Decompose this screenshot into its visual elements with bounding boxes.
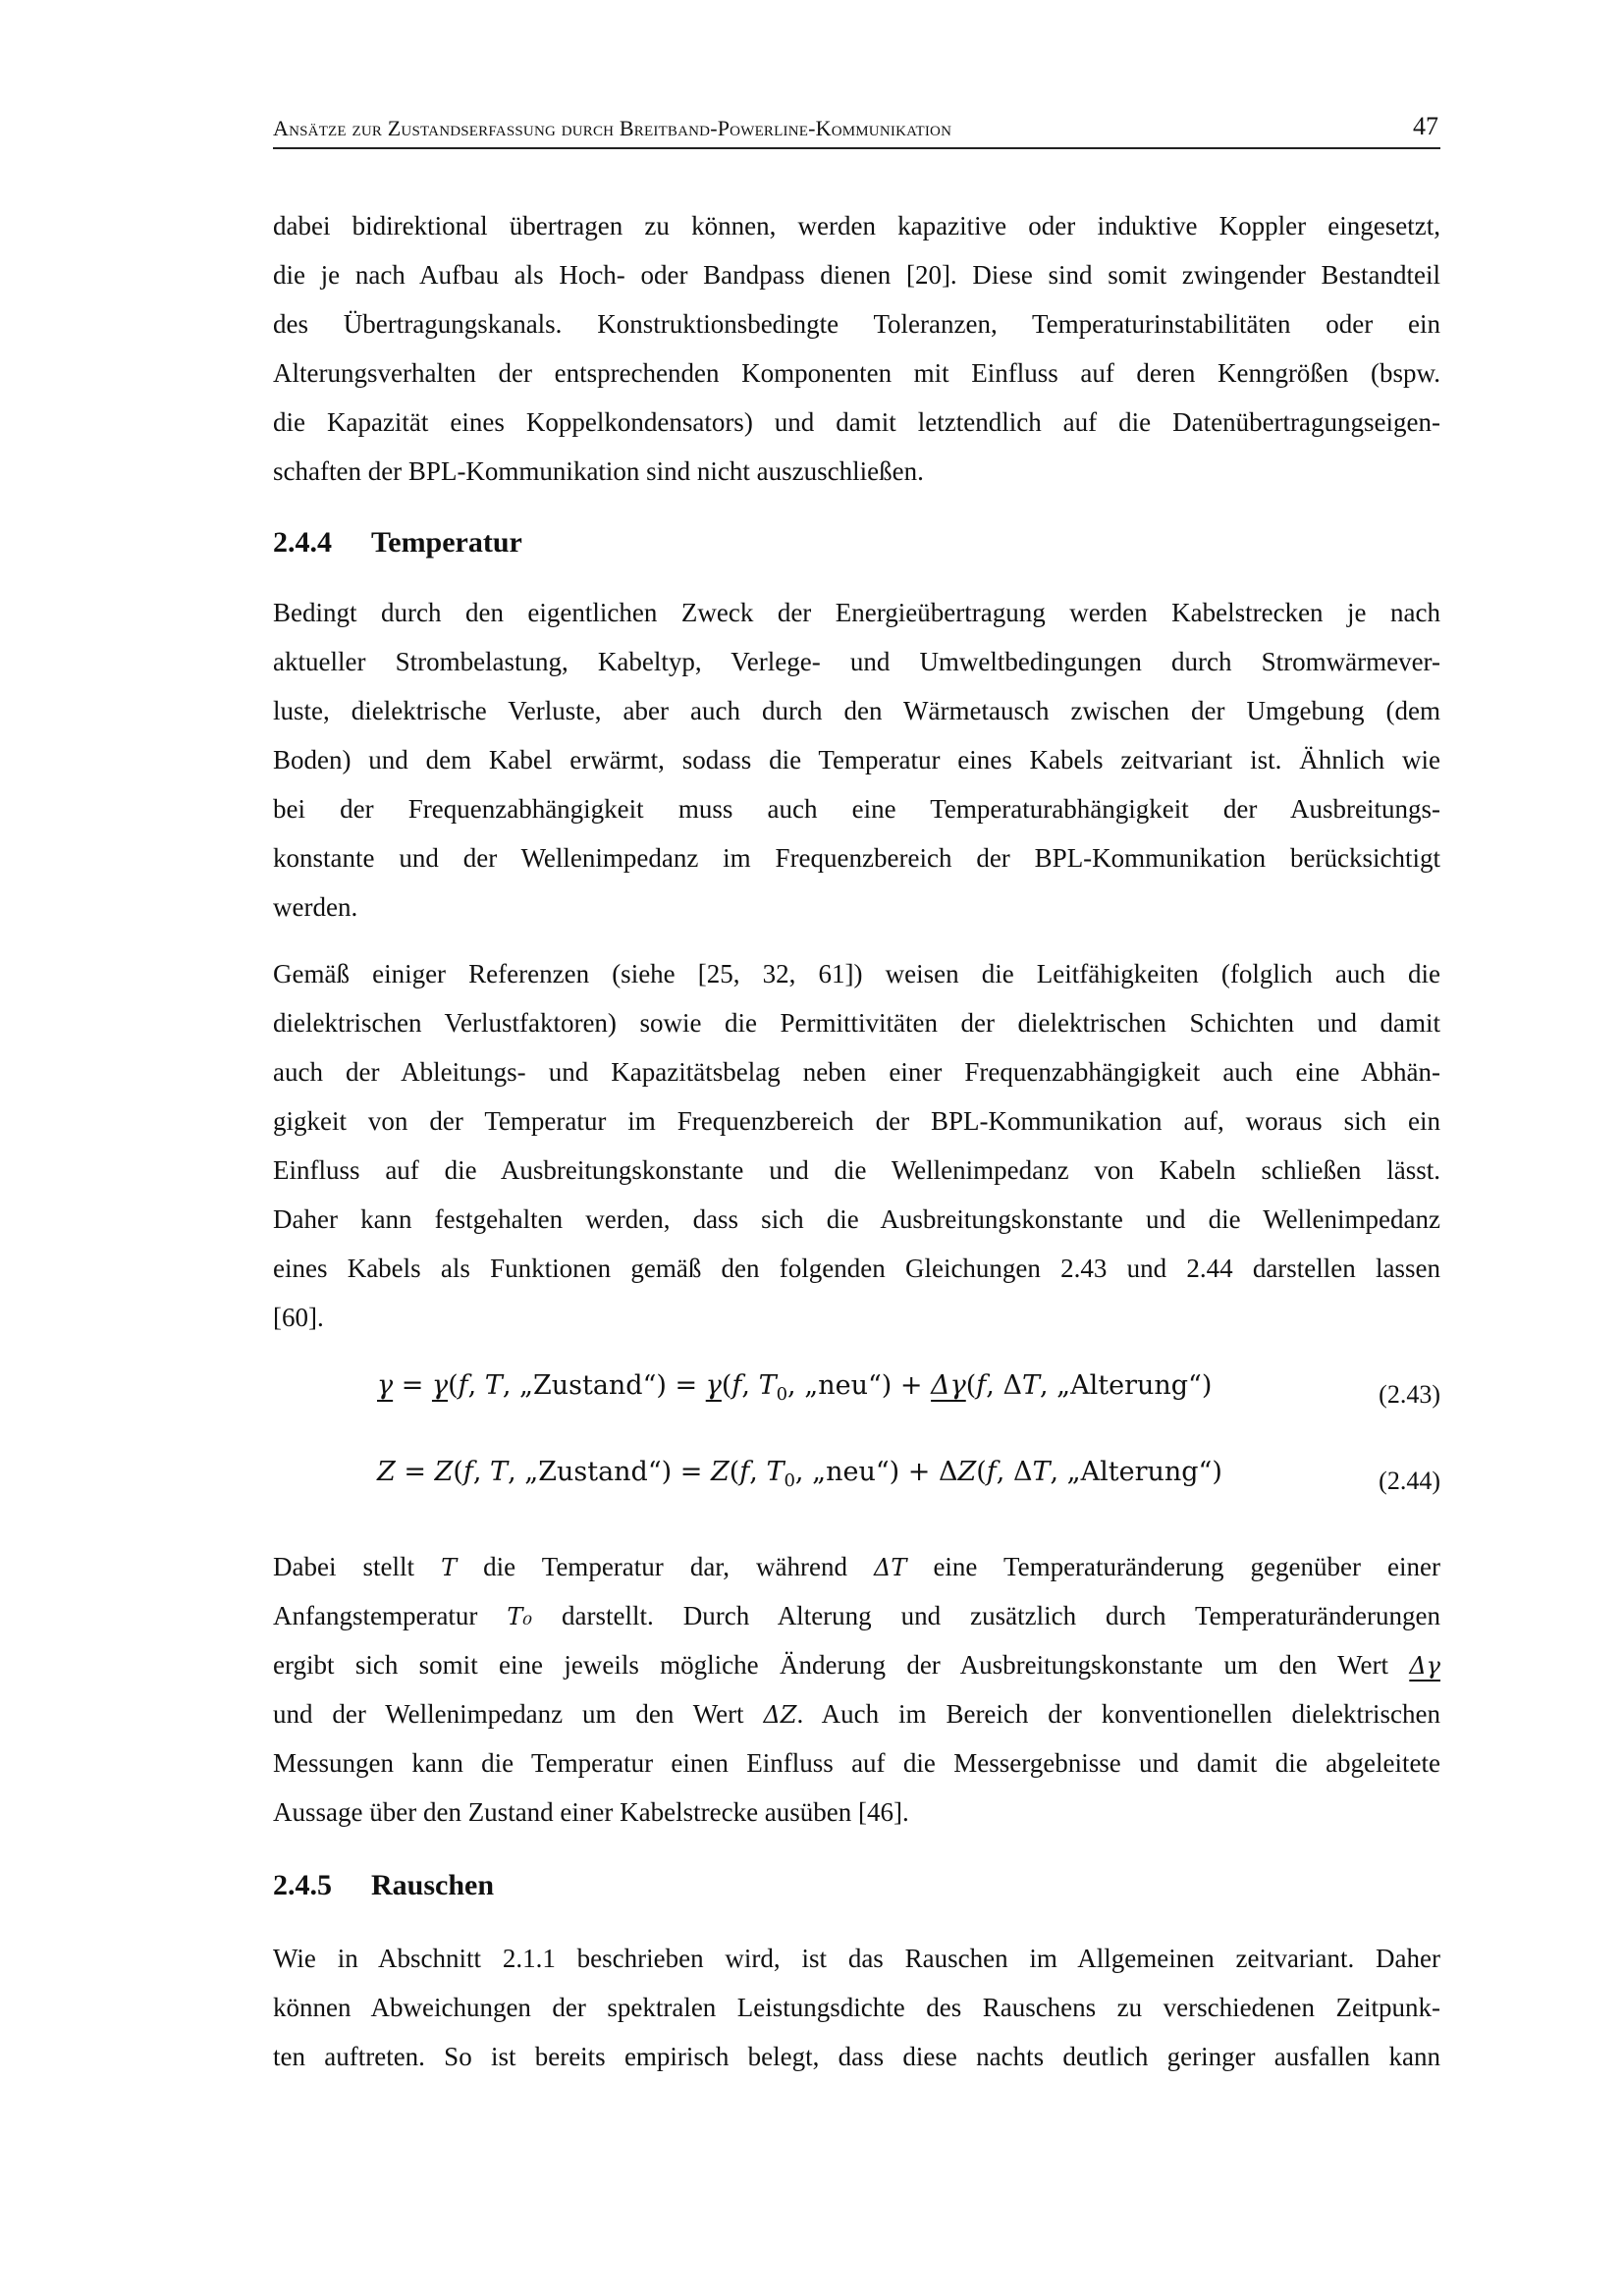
- text-line: [273, 1689, 1440, 1738]
- equation-term: , „Alterung“): [1039, 1370, 1213, 1401]
- text-line: [273, 833, 1440, 882]
- paragraph: [273, 201, 1440, 496]
- equation-term: (: [448, 1370, 459, 1401]
- text-segment: luste, dielektrische Verluste, aber auch durch den Wärmetausch zwischen der Umgebung (dem: [273, 696, 1440, 725]
- equation-term: (: [729, 1457, 740, 1487]
- text-segment: Bedingt durch den eigentlichen Zweck der Energieübertragung werden Kabelstrecken je nach: [273, 598, 1440, 627]
- equation-term: T: [1021, 1370, 1040, 1401]
- text-segment: Einfluss auf die Ausbreitungskonstante und die Wellenimpedanz von Kabeln schließen lässt.: [273, 1155, 1440, 1185]
- text-line: [273, 1096, 1440, 1146]
- equation-body: [377, 1370, 1212, 1405]
- text-line: [273, 1934, 1440, 1983]
- equation-term: 0: [776, 1384, 788, 1405]
- text-line: [273, 348, 1440, 398]
- equation-term: (: [721, 1370, 732, 1401]
- text-line: [273, 949, 1440, 998]
- text-line: [273, 735, 1440, 784]
- equation-number: (2.44): [1379, 1467, 1440, 1495]
- equation-term: Z: [957, 1457, 977, 1487]
- text-segment: Dabei stellt: [273, 1552, 442, 1581]
- text-segment: können Abweichungen der spektralen Leistungsdichte des Rauschens zu verschiedenen Zeitpunk-: [273, 1993, 1440, 2022]
- section-heading-temperatur: [273, 526, 522, 560]
- text-line: [273, 686, 1440, 735]
- text-line: [273, 1738, 1440, 1788]
- equation-term: ,: [472, 1457, 491, 1487]
- text-line: [273, 1591, 1440, 1640]
- equation-term: (: [453, 1457, 463, 1487]
- paragraph: [273, 1542, 1440, 1837]
- text-segment: eine Temperaturänderung gegenüber einer: [906, 1552, 1441, 1581]
- section-title: Temperatur: [371, 526, 522, 559]
- paragraph: [273, 949, 1440, 1342]
- text-segment: Wie in Abschnitt 2.1.1 beschrieben wird, ist das Rauschen im Allgemeinen zeitvariant. Daher: [273, 1944, 1440, 1973]
- equation-term: f: [976, 1370, 987, 1401]
- inline-math: T₀: [507, 1603, 533, 1630]
- equation-term: Δγ: [931, 1370, 966, 1401]
- equation-term: T: [484, 1370, 503, 1401]
- equation-term: , Δ: [996, 1457, 1033, 1487]
- text-segment: bei der Frequenzabhängigkeit muss auch eine Temperaturabhängigkeit der Ausbreitungs-: [273, 794, 1440, 824]
- text-line: [273, 784, 1440, 833]
- text-segment: auch der Ableitungs- und Kapazitätsbelag neben einer Frequenzabhängigkeit auch eine Abhän-: [273, 1057, 1440, 1087]
- equation-term: Z: [710, 1457, 730, 1487]
- equation-number: (2.43): [1379, 1380, 1440, 1409]
- text-line: [273, 1983, 1440, 2032]
- text-segment: [60].: [273, 1303, 324, 1332]
- text-segment: ergibt sich somit eine jeweils mögliche Änderung der Ausbreitungskonstante um den Wert: [273, 1650, 1410, 1680]
- text-line: [273, 1047, 1440, 1096]
- equation-term: =: [395, 1457, 435, 1487]
- section-number: 2.4.5: [273, 1869, 332, 1901]
- equation-term: f: [986, 1457, 997, 1487]
- equation-term: f: [731, 1370, 742, 1401]
- equation-term: ,: [741, 1370, 759, 1401]
- equation-term: ,: [467, 1370, 485, 1401]
- section-heading-rauschen: [273, 1869, 494, 1902]
- text-line: [273, 299, 1440, 348]
- equation-term: , „neu“) + Δ: [794, 1457, 958, 1487]
- text-line: [273, 1788, 1440, 1837]
- text-segment: werden.: [273, 892, 358, 922]
- header-title: Ansätze zur Zustandserfassung durch Breitband-Powerline-Kommunikation: [273, 116, 952, 140]
- equation-term: T: [758, 1370, 777, 1401]
- text-segment: konstante und der Wellenimpedanz im Frequenzbereich der BPL-Kommunikation berücksichtigt: [273, 843, 1440, 873]
- equation-term: T: [490, 1457, 509, 1487]
- equation-term: , „Alterung“): [1050, 1457, 1222, 1487]
- equation-term: , Δ: [986, 1370, 1022, 1401]
- text-segment: die Temperatur dar, während: [457, 1552, 875, 1581]
- text-segment: Messungen kann die Temperatur einen Einfluss auf die Messergebnisse und damit die abgeleitete: [273, 1748, 1440, 1778]
- equation-term: , „Zustand“) =: [502, 1370, 706, 1401]
- equation-term: f: [462, 1457, 473, 1487]
- text-segment: . Auch im Bereich der konventionellen dielektrischen: [796, 1699, 1440, 1729]
- text-line: [273, 1542, 1440, 1591]
- running-header: [273, 110, 1440, 149]
- text-segment: Gemäß einiger Referenzen (siehe [25, 32, 61]) weisen die Leitfähigkeiten (folglich auch die: [273, 959, 1440, 988]
- equation-term: 0: [784, 1470, 795, 1491]
- equation-term: , „Zustand“) =: [508, 1457, 711, 1487]
- text-line: [273, 882, 1440, 932]
- inline-math: ΔZ: [763, 1701, 797, 1729]
- text-segment: Alterungsverhalten der entsprechenden Komponenten mit Einfluss auf deren Kenngrößen (bspw.: [273, 358, 1440, 388]
- text-line: [273, 1293, 1440, 1342]
- equation-term: γ: [705, 1370, 722, 1401]
- equation-term: γ: [431, 1370, 449, 1401]
- equation-term: (: [965, 1370, 977, 1401]
- text-line: [273, 637, 1440, 686]
- text-segment: gigkeit von der Temperatur im Frequenzbereich der BPL-Kommunikation auf, woraus sich ein: [273, 1106, 1440, 1136]
- equation-term: Z: [434, 1457, 454, 1487]
- text-line: [273, 1195, 1440, 1244]
- equation: [273, 1370, 1440, 1419]
- text-line: [273, 398, 1440, 447]
- paragraph: [273, 588, 1440, 932]
- equation-term: , „neu“) +: [787, 1370, 932, 1401]
- inline-math: T: [441, 1554, 458, 1581]
- text-segment: die Kapazität eines Koppelkondensators) und damit letztendlich auf die Datenübertragungseigen-: [273, 407, 1440, 437]
- equation-term: ,: [749, 1457, 767, 1487]
- page-number: 47: [1413, 112, 1438, 140]
- text-segment: Aussage über den Zustand einer Kabelstrecke ausüben [46].: [273, 1797, 909, 1827]
- text-segment: eines Kabels als Funktionen gemäß den folgenden Gleichungen 2.43 und 2.44 darstellen lassen: [273, 1254, 1440, 1283]
- equation-term: T: [766, 1457, 785, 1487]
- equation-term: f: [458, 1370, 468, 1401]
- text-segment: schaften der BPL-Kommunikation sind nicht auszuschließen.: [273, 456, 924, 486]
- equation-term: Z: [377, 1457, 396, 1487]
- text-segment: Anfangstemperatur: [273, 1601, 508, 1630]
- text-line: [273, 588, 1440, 637]
- text-segment: des Übertragungskanals. Konstruktionsbedingte Toleranzen, Temperaturinstabilitäten oder ein: [273, 309, 1440, 339]
- text-line: [273, 998, 1440, 1047]
- equation-term: γ: [377, 1370, 394, 1401]
- text-line: [273, 250, 1440, 299]
- text-segment: die je nach Aufbau als Hoch- oder Bandpass dienen [20]. Diese sind somit zwingender Bestandteil: [273, 260, 1440, 290]
- equation: [273, 1457, 1440, 1506]
- text-segment: darstellt. Durch Alterung und zusätzlich durch Temperaturänderungen: [532, 1601, 1441, 1630]
- text-line: [273, 1244, 1440, 1293]
- equation-term: T: [1032, 1457, 1051, 1487]
- text-segment: und der Wellenimpedanz um den Wert: [273, 1699, 764, 1729]
- section-title: Rauschen: [371, 1869, 495, 1901]
- text-line: [273, 1640, 1440, 1689]
- text-line: [273, 2032, 1440, 2081]
- text-segment: dabei bidirektional übertragen zu können, werden kapazitive oder induktive Koppler eingesetzt,: [273, 211, 1440, 240]
- equation-body: [377, 1457, 1222, 1491]
- text-segment: aktueller Strombelastung, Kabeltyp, Verlege- und Umweltbedingungen durch Stromwärmever-: [273, 647, 1440, 676]
- text-line: [273, 447, 1440, 496]
- section-number: 2.4.4: [273, 526, 332, 559]
- inline-math: ΔT: [874, 1554, 907, 1581]
- paragraph: [273, 1934, 1440, 2081]
- equation-term: f: [739, 1457, 750, 1487]
- equation-term: (: [976, 1457, 987, 1487]
- text-line: [273, 1146, 1440, 1195]
- text-segment: ten auftreten. So ist bereits empirisch belegt, dass diese nachts deutlich geringer ausfallen kann: [273, 2042, 1440, 2071]
- equation-term: =: [393, 1370, 432, 1401]
- text-line: [273, 201, 1440, 250]
- text-segment: Daher kann festgehalten werden, dass sich die Ausbreitungskonstante und die Wellenimpedanz: [273, 1204, 1440, 1234]
- text-segment: Boden) und dem Kabel erwärmt, sodass die Temperatur eines Kabels zeitvariant ist. Ähnlich wie: [273, 745, 1440, 774]
- inline-math: Δγ: [1409, 1652, 1440, 1680]
- text-segment: dielektrischen Verlustfaktoren) sowie die Permittivitäten der dielektrischen Schichten und damit: [273, 1008, 1440, 1038]
